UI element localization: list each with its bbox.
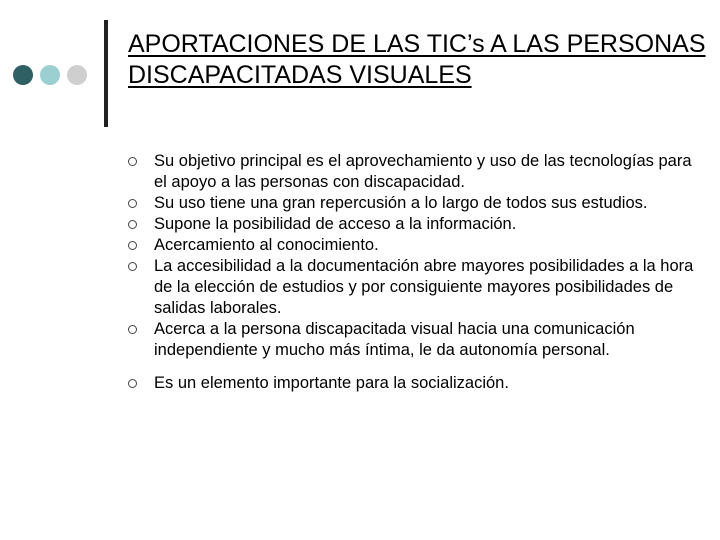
- dark-dot-icon: [13, 65, 33, 85]
- decorative-dots: [13, 65, 103, 85]
- bullet-circle-icon: [128, 241, 137, 250]
- slide-title: APORTACIONES DE LAS TIC’s A LAS PERSONAS DISCAPACITADAS VISUALES: [128, 30, 706, 89]
- bullet-item: [128, 151, 708, 193]
- bullet-circle-icon: [128, 157, 137, 166]
- bullet-text: Supone la posibilidad de acceso a la información.: [154, 215, 517, 233]
- bullet-item: [128, 373, 708, 394]
- bullet-item: [128, 256, 708, 319]
- light-dot-icon: [40, 65, 60, 85]
- bullet-item: [128, 193, 708, 214]
- bullet-circle-icon: [128, 379, 137, 388]
- bullet-item: [128, 235, 708, 256]
- bullet-list: [128, 151, 708, 394]
- bullet-circle-icon: [128, 262, 137, 271]
- bullet-circle-icon: [128, 325, 137, 334]
- bullet-text: Acerca a la persona discapacitada visual hacia una comunicación independiente y mucho más íntima, le da autonomía personal.: [154, 320, 635, 359]
- bullet-circle-icon: [128, 220, 137, 229]
- bullet-circle-icon: [128, 199, 137, 208]
- bullet-text: Su objetivo principal es el aprovechamiento y uso de las tecnologías para el apoyo a las personas con discapacidad.: [154, 152, 692, 191]
- bullet-item: [128, 319, 708, 361]
- bullet-text: Es un elemento importante para la socialización.: [154, 374, 509, 392]
- bullet-text: Acercamiento al conocimiento.: [154, 236, 379, 254]
- bullet-text: Su uso tiene una gran repercusión a lo largo de todos sus estudios.: [154, 194, 648, 212]
- bullet-item: [128, 214, 708, 235]
- gray-dot-icon: [67, 65, 87, 85]
- bullet-text: La accesibilidad a la documentación abre mayores posibilidades a la hora de la elección de estudios y por consiguiente mayores posibilidades de salidas laborales.: [154, 257, 694, 317]
- title-divider-bar: [104, 20, 108, 127]
